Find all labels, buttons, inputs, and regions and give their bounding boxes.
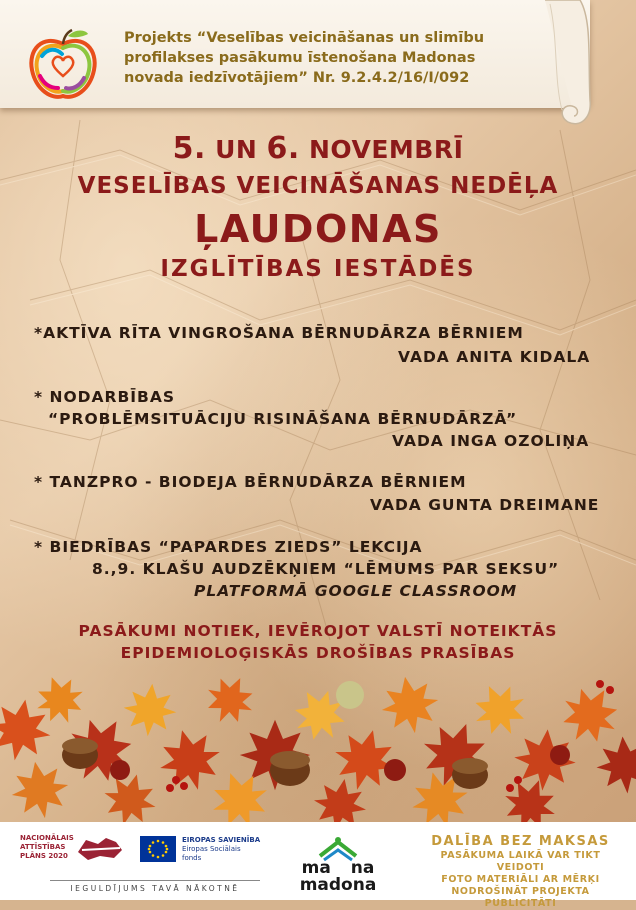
free-line-1: PASĀKUMA LAIKĀ VAR TIKT VEIDOTI [440, 850, 601, 873]
eu-title: EIROPAS SAVIENĪBA [182, 836, 261, 844]
activity-2-title: * NODARBĪBAS [34, 388, 176, 406]
footer [0, 822, 636, 909]
investing-slogan: IEGULDĪJUMS TAVĀ NĀKOTNĒ [50, 880, 260, 893]
project-header [0, 0, 590, 108]
eu-subtitle-1: Eiropas Sociālais [182, 845, 241, 853]
eu-flag-icon [140, 836, 176, 862]
national-plan-logo [20, 834, 124, 862]
project-description [124, 28, 534, 88]
safety-notice [0, 620, 636, 664]
latvia-map-icon [76, 834, 124, 862]
event-place: ĻAUDONAS [194, 207, 442, 251]
madona-top-b: na [350, 858, 375, 878]
activity-1-leader: VADA ANITA KIDALA [398, 348, 591, 366]
activity-2-subtitle: “PROBLĒMSITUĀCIJU RISINĀŠANA BĒRNUDĀRZĀ” [48, 410, 518, 428]
plan-line-3: PLĀNS 2020 [20, 852, 68, 860]
madona-bottom: madona [299, 875, 377, 895]
eu-logo [140, 836, 260, 863]
free-line-3: NODROŠINĀT PROJEKTA PUBLICITĀTI [451, 886, 590, 909]
autumn-leaves-garland [0, 660, 636, 830]
participation-info [418, 834, 623, 910]
activity-3-leader: VADA GUNTA DREIMANE [370, 496, 600, 514]
activity-4-platform: PLATFORMĀ GOOGLE CLASSROOM [194, 582, 518, 600]
activity-3-title: * TANZPRO - BIODEJA BĒRNUDĀRZA BĒRNIEM [34, 473, 467, 491]
header-line-2: profilakses pasākumu īstenošana Madonas [124, 50, 476, 66]
date-month: NOVEMBRĪ [299, 135, 464, 164]
activity-2-leader: VADA INGA OZOLIŅA [392, 432, 590, 450]
plan-line-1: NACIONĀLAIS [20, 834, 74, 842]
event-institutions: IZGLĪTĪBAS IESTĀDĒS [160, 256, 476, 282]
notice-line-2: EPIDEMIOLOĢISKĀS DROŠĪBAS PRASĪBAS [120, 644, 516, 662]
date-first: 5. [172, 131, 206, 166]
eu-subtitle-2: fonds [182, 854, 202, 862]
date-and: UN [205, 135, 267, 164]
madona-top-a: ma [301, 858, 331, 878]
event-title [0, 132, 636, 285]
free-title: DALĪBA BEZ MAKSAS [431, 834, 610, 849]
free-line-2: FOTO MATERIĀLI AR MĒRĶI [441, 874, 600, 885]
plan-line-2: ATTĪSTĪBAS [20, 843, 66, 851]
activity-1-title: *AKTĪVA RĪTA VINGROŠANA BĒRNUDĀRZA BĒRNIEM [34, 324, 524, 342]
madona-wordmark [288, 860, 388, 894]
date-second: 6. [266, 131, 300, 166]
header-line-1: Projekts “Veselības veicināšanas un slimību [124, 30, 485, 46]
activity-4-audience: 8.,9. KLAŠU AUDZĒKŅIEM “LĒMUMS PAR SEKSU” [92, 560, 560, 578]
scroll-curl-decoration [540, 0, 600, 130]
activity-4-title: * BIEDRĪBAS “PAPARDES ZIEDS” LEKCIJA [34, 538, 423, 556]
event-dates [0, 132, 636, 167]
event-week-title: VESELĪBAS VEICINĀŠANAS NEDĒĻA [77, 173, 559, 199]
notice-line-1: PASĀKUMI NOTIEK, IEVĒROJOT VALSTĪ NOTEIKTĀS [78, 622, 558, 640]
header-line-3: novada iedzīvotājiem” Nr. 9.2.4.2/16/I/092 [124, 70, 470, 86]
apple-heart-logo [22, 26, 104, 104]
